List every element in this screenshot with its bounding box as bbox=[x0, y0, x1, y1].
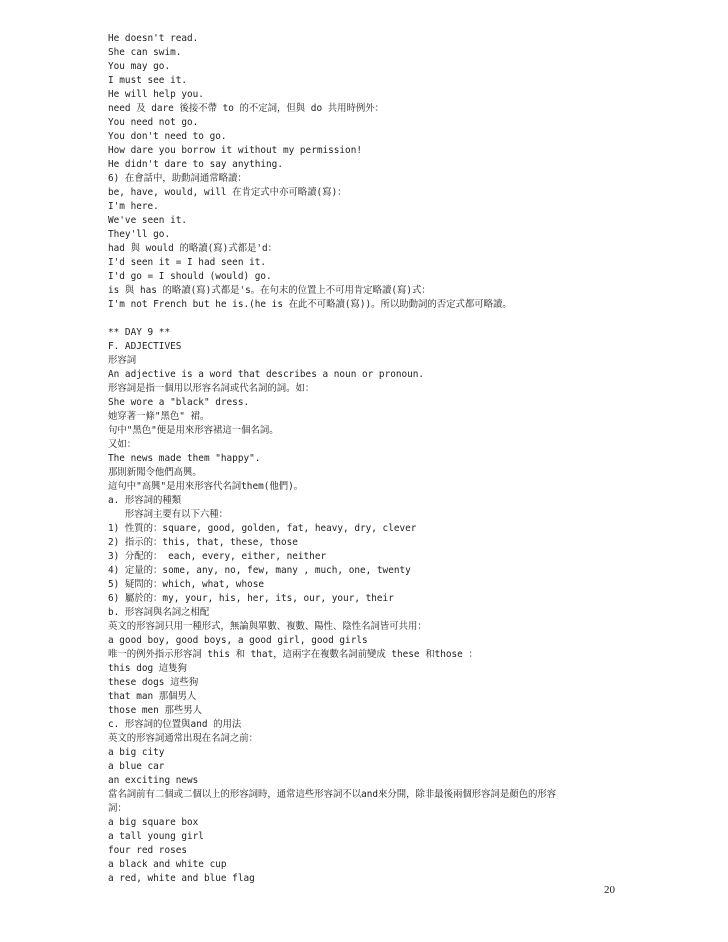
text-line: four red roses bbox=[108, 845, 188, 856]
text-line: that man 那個男人 bbox=[108, 691, 197, 702]
text-line: 詞： bbox=[108, 803, 127, 814]
text-line: ** DAY 9 ** bbox=[108, 327, 171, 338]
text-line: c. 形容詞的位置與and 的用法 bbox=[108, 719, 242, 730]
text-line: is 與 has 的略讀(寫)式都是's。在句末的位置上不可用肯定略讀(寫)式： bbox=[108, 285, 431, 296]
text-line: We've seen it. bbox=[108, 215, 188, 226]
text-line: He will help you. bbox=[108, 89, 204, 100]
text-line: 形容詞主要有以下六種： bbox=[108, 509, 229, 520]
text-line: I'm not French but he is.(he is 在此不可略讀(寫))。所以助動詞的否定式都可略讀。 bbox=[108, 299, 512, 310]
text-line: How dare you borrow it without my permission! bbox=[108, 145, 362, 156]
text-line: 1) 性質的：square, good, golden, fat, heavy, dry, clever bbox=[108, 523, 417, 534]
text-line: these dogs 這些狗 bbox=[108, 677, 199, 688]
text-line: b. 形容詞與名詞之相配 bbox=[108, 607, 210, 618]
text-line: a good boy, good boys, a good girl, good girls bbox=[108, 635, 368, 646]
text-line: You may go. bbox=[108, 61, 171, 72]
text-line: be, have, would, will 在肯定式中亦可略讀(寫)： bbox=[108, 187, 347, 198]
text-line: 當名詞前有二個或二個以上的形容詞時，通常這些形容詞不以and來分開，除非最後兩個形容詞是顏色的形容 bbox=[108, 789, 557, 800]
text-line: He didn't dare to say anything. bbox=[108, 159, 283, 170]
text-line: this dog 這隻狗 bbox=[108, 663, 187, 674]
text-line: a red, white and blue flag bbox=[108, 873, 255, 884]
text-line: 那則新聞令他們高興。 bbox=[108, 467, 202, 478]
text-line: I'd go = I should (would) go. bbox=[108, 271, 272, 282]
text-line: need 及 dare 後接不帶 to 的不定詞，但與 do 共用時例外： bbox=[108, 103, 384, 114]
text-line: 英文的形容詞只用一種形式，無論與單數、複數、陽性、陰性名詞皆可共用： bbox=[108, 621, 427, 632]
text-line: F. ADJECTIVES bbox=[108, 341, 182, 352]
text-line: 4) 定量的：some, any, no, few, many , much, one, twenty bbox=[108, 565, 411, 576]
text-line: had 與 would 的略讀(寫)式都是'd： bbox=[108, 243, 278, 254]
page-body bbox=[108, 32, 698, 886]
text-line: I'm here. bbox=[108, 201, 159, 212]
text-line: 又如： bbox=[108, 439, 137, 450]
text-line: a. 形容詞的種類 bbox=[108, 495, 182, 506]
text-line: 她穿著一條"黑色" 裙。 bbox=[108, 411, 210, 422]
text-line bbox=[108, 312, 698, 326]
text-line: 形容詞是指一個用以形容名詞或代名詞的詞。如： bbox=[108, 383, 315, 394]
text-line: 6) 在會話中，助動詞通常略讀： bbox=[108, 173, 247, 184]
text-line: 2) 指示的：this, that, these, those bbox=[108, 537, 298, 548]
text-line: a big square box bbox=[108, 817, 199, 828]
text-line: You need not go. bbox=[108, 117, 199, 128]
text-line: You don't need to go. bbox=[108, 131, 227, 142]
text-line: a big city bbox=[108, 747, 165, 758]
text-line: She wore a "black" dress. bbox=[108, 397, 250, 408]
text-line: a tall young girl bbox=[108, 831, 204, 842]
text-line: They'll go. bbox=[108, 229, 171, 240]
text-line: The news made them "happy". bbox=[108, 453, 261, 464]
text-line: I must see it. bbox=[108, 75, 188, 86]
text-line: 唯一的例外指示形容詞 this 和 that，這兩字在複數名詞前變成 these 和those ： bbox=[108, 649, 478, 660]
text-line: a blue car bbox=[108, 761, 165, 772]
text-line: 5) 疑問的：which, what, whose bbox=[108, 579, 265, 590]
text-line: a black and white cup bbox=[108, 859, 227, 870]
page-number: 20 bbox=[604, 884, 615, 896]
text-line: 6) 屬於的：my, your, his, her, its, our, your, their bbox=[108, 593, 394, 604]
text-line: 這句中"高興"是用來形容代名詞them(他們)。 bbox=[108, 481, 304, 492]
text-line: An adjective is a word that describes a noun or pronoun. bbox=[108, 369, 425, 380]
text-line: an exciting news bbox=[108, 775, 199, 786]
text-line: He doesn't read. bbox=[108, 33, 199, 44]
text-line: She can swim. bbox=[108, 47, 182, 58]
text-line: 形容詞 bbox=[108, 355, 137, 366]
text-line: 3) 分配的： each, every, either, neither bbox=[108, 551, 327, 562]
text-line: I'd seen it = I had seen it. bbox=[108, 257, 267, 268]
text-line: 句中"黑色"便是用來形容裙這一個名詞。 bbox=[108, 425, 279, 436]
text-line: 英文的形容詞通常出現在名詞之前： bbox=[108, 733, 259, 744]
text-line: those men 那些男人 bbox=[108, 705, 202, 716]
